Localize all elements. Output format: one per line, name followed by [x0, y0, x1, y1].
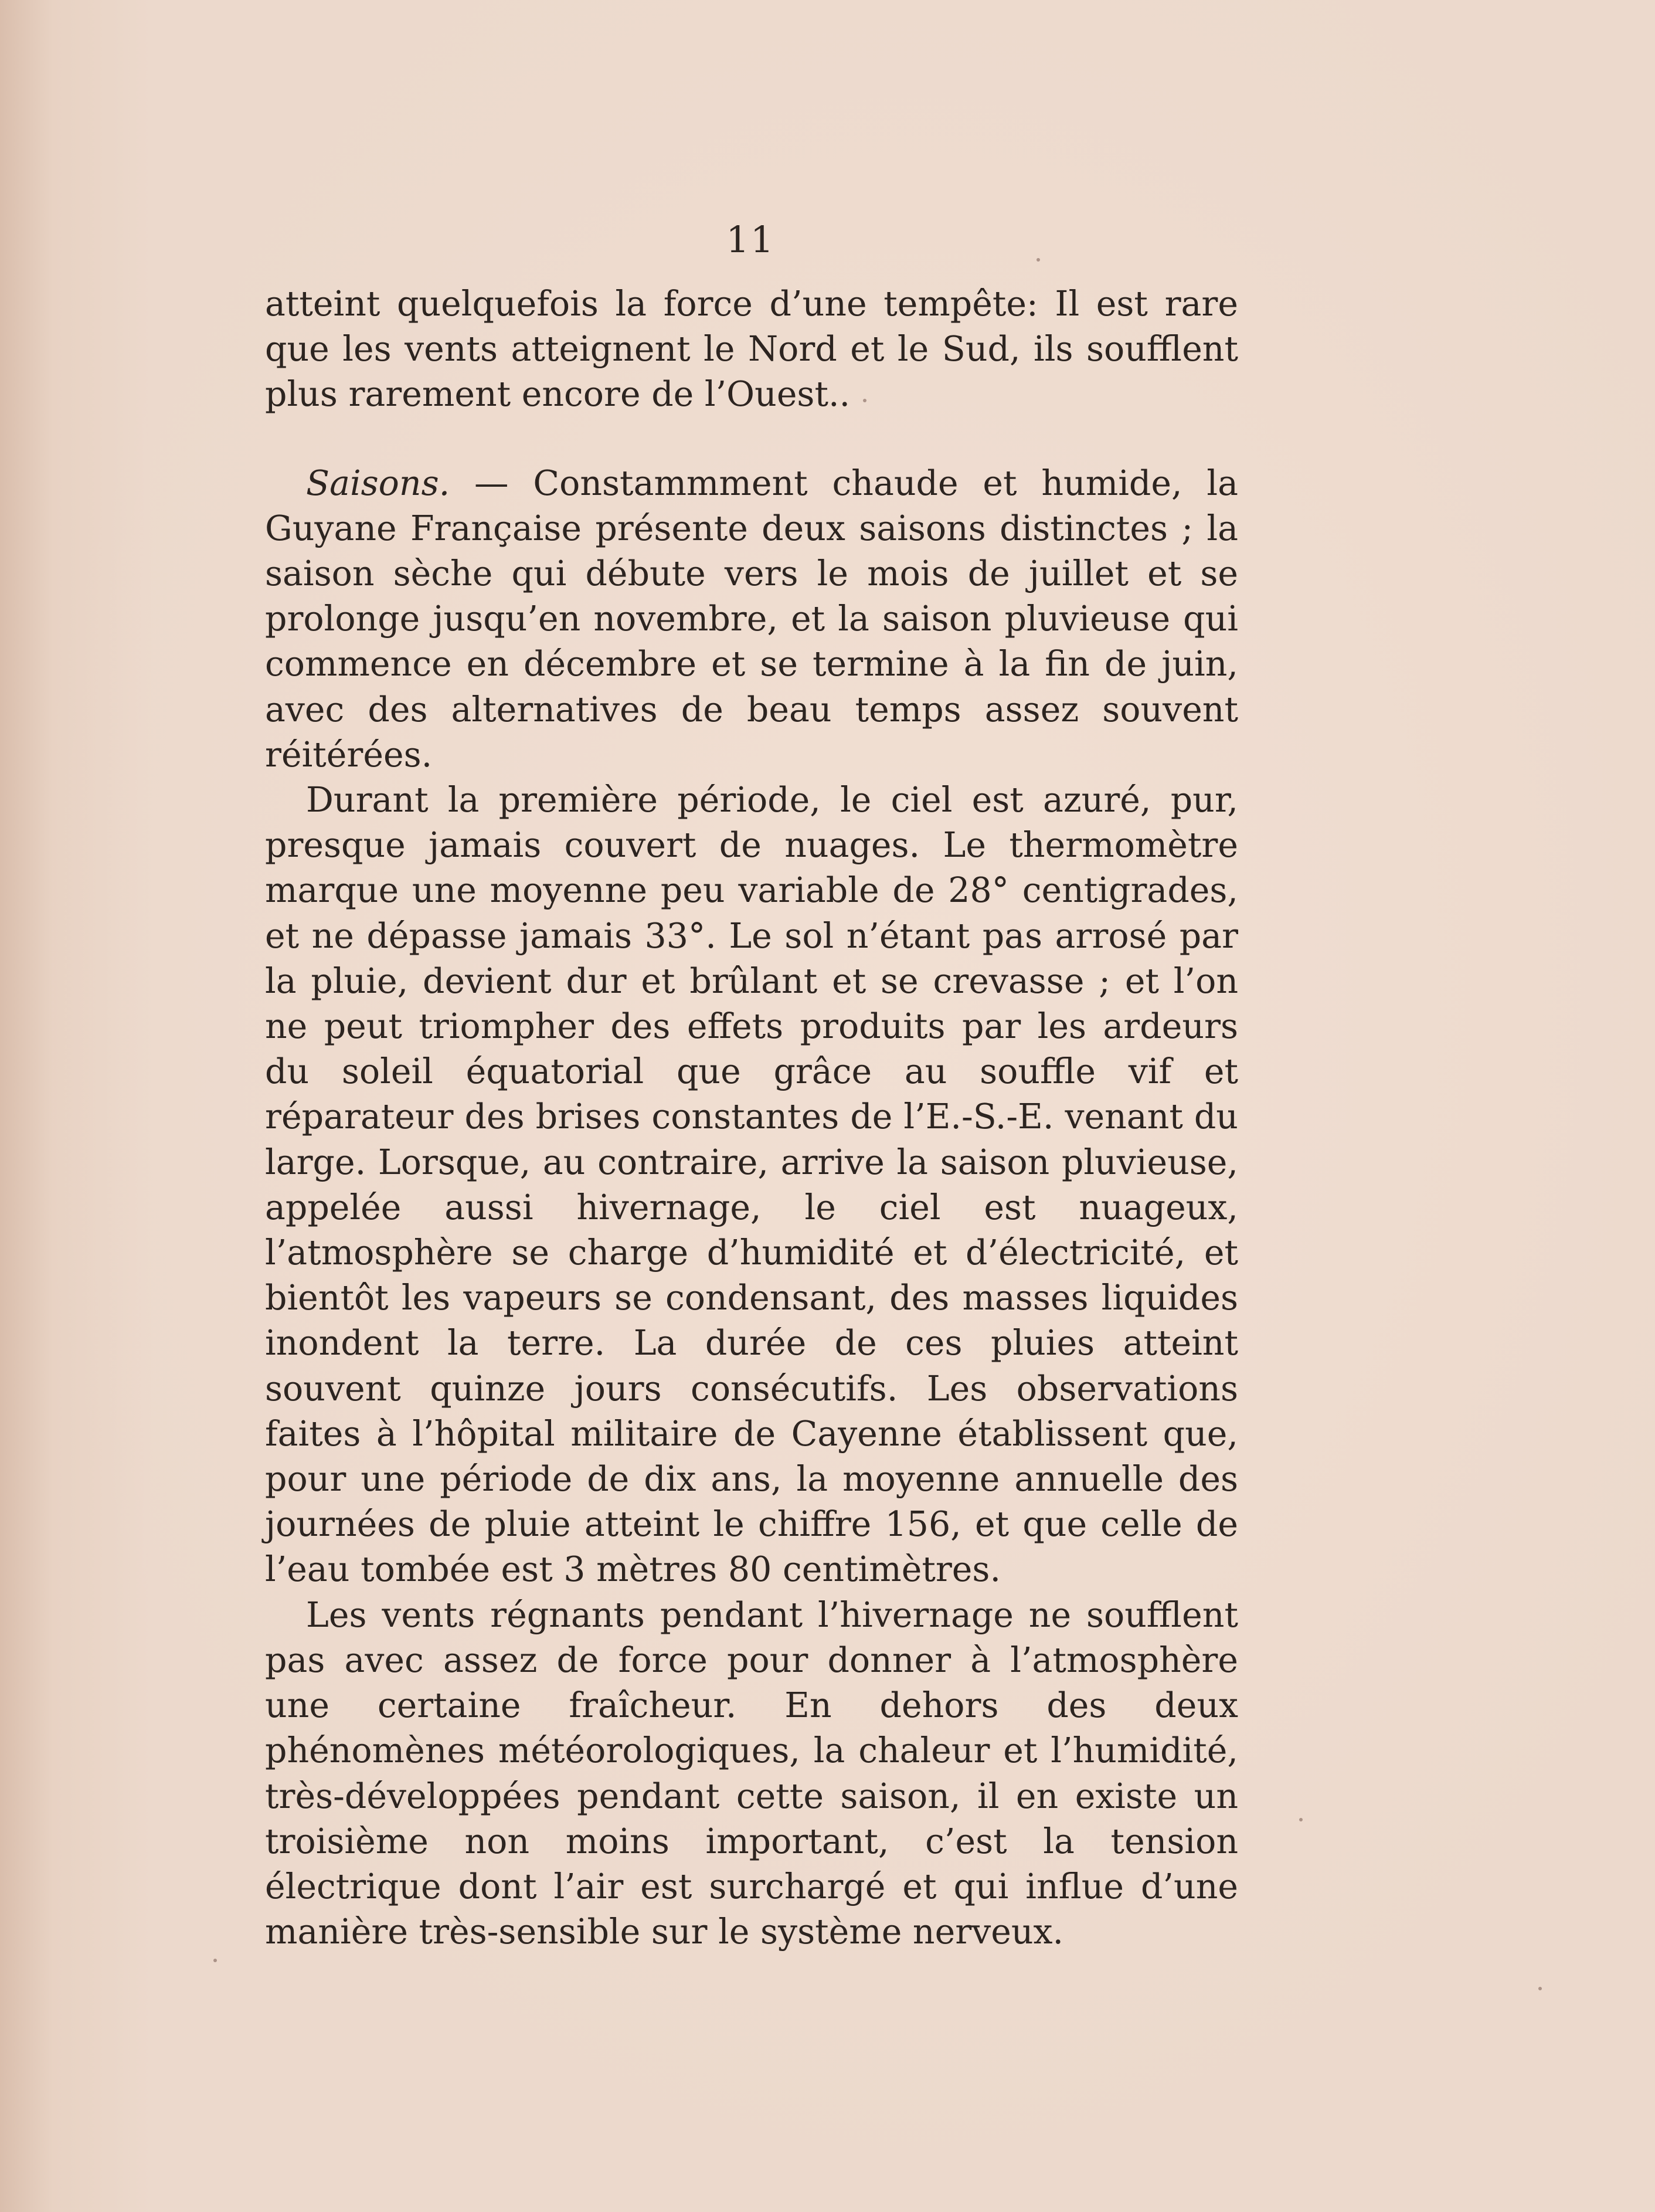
section-heading: Saisons.: [306, 463, 450, 503]
body-text: [265, 281, 1238, 1955]
paragraph-winds: [265, 1593, 1238, 1955]
paper-speck: [1156, 717, 1160, 720]
page-number: 11: [726, 218, 775, 261]
paragraph-text: Les vents régnants pendant l’hivernage ne soufflent pas avec assez de force pour donner à l’atmosphère une certaine fraîcheur. En dehors des deux phénomènes météorologiques, la chaleur et l’humidité, très-développées pendant cette saison, il en existe un troisième non moins important, c’est la tension électrique dont l’air est surchargé et qui influe d’une manière très-sensible sur le système nerveux.: [265, 1594, 1238, 1952]
paragraph-dry-season: [265, 778, 1238, 1593]
paper-speck: [1538, 1987, 1542, 1990]
paper-speck: [1299, 1818, 1303, 1821]
paragraph-text: — Constammment chaude et humide, la Guyane Française présente deux saisons distinctes ; la saison sèche qui débute vers le mois de juillet et se prolonge jusqu’en novembre, et la saison pluvieuse qui commence en décembre et se termine à la fin de juin, avec des alternatives de beau temps assez souvent réitérées.: [265, 463, 1238, 775]
paragraph-seasons: [265, 461, 1238, 778]
paragraph-continuation: [265, 281, 1238, 418]
paper-speck: [213, 1959, 217, 1962]
paragraph-text: Durant la première période, le ciel est azuré, pur, presque jamais couvert de nuages. Le thermomètre marque une moyenne peu variable de 28° centigrades, et ne dépasse jamais 33°. Le sol n’étant pas arrosé par la pluie, devient dur et brûlant et se crevasse ; et l’on ne peut triompher des effets produits par les ardeurs du soleil équatorial que grâce au souffle vif et réparateur des brises constantes de l’E.-S.-E. venant du large. Lorsque, au contraire, arrive la saison pluvieuse, appelée aussi hivernage, le ciel est nuageux, l’atmosphère se charge d’humidité et d’électricité, et bientôt les vapeurs se condensant, des masses liquides inondent la terre. La durée de ces pluies atteint souvent quinze jours consécutifs. Les observations faites à l’hôpital militaire de Cayenne établissent que, pour une période de dix ans, la moyenne annuelle des journées de pluie atteint le chiffre 156, et que celle de l’eau tombée est 3 mètres 80 centimètres.: [265, 780, 1238, 1590]
paragraph-text: atteint quelquefois la force d’une tempête: Il est rare que les vents atteignent le Nord et le Sud, ils soufflent plus rarement encore de l’Ouest..: [265, 284, 1238, 415]
paper-speck: [1037, 258, 1040, 262]
paper-speck: [863, 399, 866, 402]
